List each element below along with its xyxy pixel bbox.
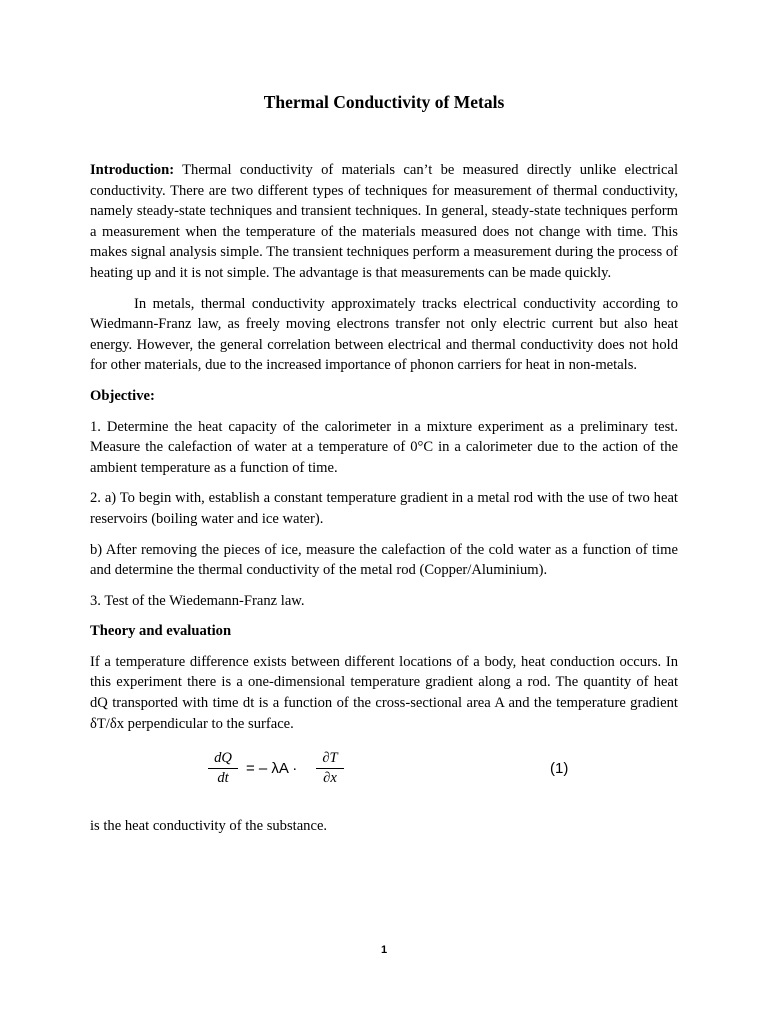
objective-item-3: 3. Test of the Wiedemann-Franz law. [90, 592, 305, 609]
after-equation-text: is the heat conductivity of the substance. [90, 818, 328, 835]
equation-numerator-2: ∂T [322, 750, 338, 767]
intro-paragraph [90, 160, 678, 284]
equation-numerator: dQ [214, 750, 232, 767]
intro-text: Thermal conductivity of materials can’t be measured directly unlike electrical conductivity. There are two different types of techniques for measurement of thermal conductivity, namely steady-state techniques and transient techniques. In general, steady-state techniques perform a measurement when the temperature of the materials measured does not change with time. This makes signal analysis simple. The transient techniques perform a measurement during the process of heating up and it is not simple. The advantage is that measurements can be made quickly. [90, 162, 678, 281]
objective-item-2b: b) After removing the pieces of ice, measure the calefaction of the cold water as a function of time and determine the thermal conductivity of the metal rod (Copper/Aluminium). [90, 541, 678, 579]
equation-fraction-dt-dx [316, 750, 344, 787]
document-body [90, 160, 678, 847]
objective-heading: Objective: [90, 387, 155, 404]
equation-denominator-2: ∂x [323, 770, 337, 787]
equation-1 [90, 744, 678, 802]
page-number: 1 [380, 944, 388, 956]
equation-number: (1) [550, 760, 569, 778]
page-title: Thermal Conductivity of Metals [263, 92, 505, 112]
equation-middle: = – λA · [246, 760, 298, 778]
equation-denominator: dt [217, 770, 229, 787]
theory-paragraph: If a temperature difference exists between different locations of a body, heat conduction occurs. In this experiment there is a one-dimensional temperature gradient along a rod. The quantity of heat dQ transported with time dt is a function of the cross-sectional area A and the temperature gradient δT/δx perpendicular to the surface. [90, 653, 678, 732]
objective-item-2a: 2. a) To begin with, establish a constant temperature gradient in a metal rod with the use of two heat reservoirs (boiling water and ice water). [90, 490, 678, 527]
fraction-bar-2 [316, 768, 344, 769]
fraction-bar [208, 768, 238, 769]
objective-item-1: 1. Determine the heat capacity of the calorimeter in a mixture experiment as a preliminary test. Measure the calefaction of water at a temperature of 0°C in a calorimeter due to the action of the ambient temperature as a function of time. [90, 418, 678, 476]
intro-label: Introduction: [90, 162, 175, 178]
metals-paragraph: In metals, thermal conductivity approximately tracks electrical conductivity according to Wiedmann-Franz law, as freely moving electrons transfer not only electric current but also heat energy. However, the general correlation between electrical and thermal conductivity does not hold for other materials, due to the increased importance of phonon carriers for heat in non-metals. [90, 295, 678, 374]
theory-heading: Theory and evaluation [90, 623, 232, 640]
equation-fraction-dq-dt [208, 750, 238, 787]
